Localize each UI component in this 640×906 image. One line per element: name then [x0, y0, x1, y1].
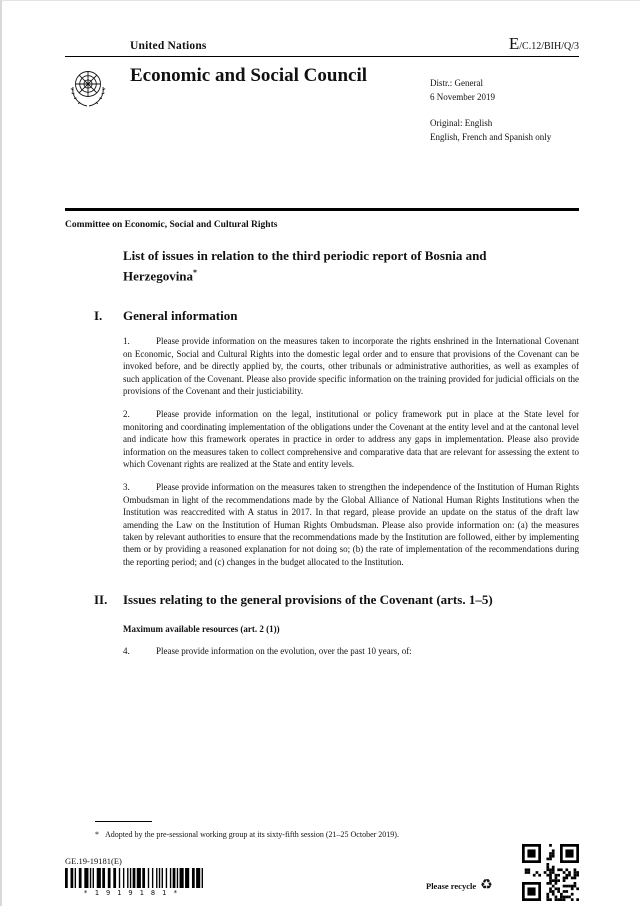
paragraph-3	[123, 481, 579, 568]
barcode	[65, 868, 203, 897]
paragraph-1-number: 1.	[123, 335, 156, 347]
original-language: Original: English	[430, 117, 551, 131]
section-2-number: II.	[94, 591, 107, 608]
header-rule	[65, 56, 579, 57]
footnote-rule	[95, 821, 152, 822]
document-date: 6 November 2019	[430, 91, 551, 105]
document-symbol-series: E	[509, 34, 519, 54]
distribution: Distr.: General	[430, 77, 551, 91]
document-body	[65, 220, 579, 658]
document-title-text: List of issues in relation to the third periodic report of Bosnia and Herzegovina	[123, 248, 487, 283]
languages-note: English, French and Spanish only	[430, 131, 551, 145]
un-emblem-icon	[64, 64, 112, 112]
footnote-marker: *	[95, 829, 105, 840]
recycle-label: Please recycle	[426, 881, 476, 891]
document-meta	[430, 77, 551, 157]
paragraph-4	[123, 645, 579, 657]
section-2-heading	[65, 591, 579, 608]
barcode-text: *1919181*	[65, 889, 203, 897]
committee-name: Committee on Economic, Social and Cultural Rights	[65, 220, 579, 230]
paragraph-2-text: Please provide information on the legal, institutional or policy framework put in place at the State level for monitoring and coordinating implementation of the obligations under the Covenant at the entity level and at the cantonal level and indicate how this framework operates in practice in order to address any gaps in implementation. Please also provide information on the measures taken to collect comprehensive and comparative data that are relevant for assessing the extent to which Covenant rights are realized at the State and entity levels.	[123, 409, 579, 469]
ge-number: GE.19-19181(E)	[65, 856, 122, 866]
council-title: Economic and Social Council	[130, 65, 367, 87]
paragraph-1-text: Please provide information on the measures taken to incorporate the rights enshrined in the International Covenant on Economic, Social and Cultural Rights into the domestic legal order and to ensure that provisions of the Covenant can be invoked before, and be directly applied by, the courts, other tribunals or administrative authorities, as well as examples of such application of the Covenant. Please also provide specific information on the training provided for judicial officials on the provisions of the Covenant and their justiciability.	[123, 336, 579, 396]
paragraph-4-text: Please provide information on the evolution, over the past 10 years, of:	[156, 646, 412, 656]
recycle-note	[426, 879, 493, 893]
section-1-title: General information	[123, 307, 535, 324]
footnote	[65, 829, 579, 840]
document-symbol-number: /C.12/BIH/Q/3	[519, 41, 579, 52]
recycle-icon: ♻	[480, 879, 493, 893]
paragraph-3-number: 3.	[123, 481, 156, 493]
title-footnote-marker: *	[193, 268, 197, 277]
paragraph-2	[123, 408, 579, 470]
document-title	[123, 247, 563, 284]
paragraph-3-text: Please provide information on the measures taken to strengthen the independence of the Institution of Human Rights Ombudsman in light of the recommendations made by the Global Alliance of National Human Rights Institutions when the Institution was reaccredited with A status in 2017. In that regard, please provide an update on the status of the draft law amending the Law on the Institution of Human Rights Ombudsman. Please also provide information on: (a) the measures taken by relevant authorities to ensure that the recommendations made by the Institution are followed, either by implementing them or by providing a reasoned explanation for not doing so; (b) the rate of implementation of the recommendations during the reporting period; and (c) changes in the budget allocated to the Institution.	[123, 482, 579, 566]
section-1-heading	[65, 307, 579, 324]
section-2-subheading: Maximum available resources (art. 2 (1))	[123, 624, 579, 634]
section-2-title: Issues relating to the general provisions of the Covenant (arts. 1–5)	[123, 591, 535, 608]
document-symbol	[509, 34, 579, 54]
paragraph-4-number: 4.	[123, 645, 156, 657]
paragraph-2-number: 2.	[123, 408, 156, 420]
paragraph-1	[123, 335, 579, 397]
section-1-number: I.	[94, 307, 102, 324]
footnote-area	[65, 821, 579, 840]
qr-code	[522, 844, 579, 901]
footnote-text: Adopted by the pre-sessional working group at its sixty-fifth session (21–25 October 2019).	[105, 830, 399, 839]
header-thick-rule	[65, 208, 579, 211]
org-name: United Nations	[130, 40, 207, 52]
